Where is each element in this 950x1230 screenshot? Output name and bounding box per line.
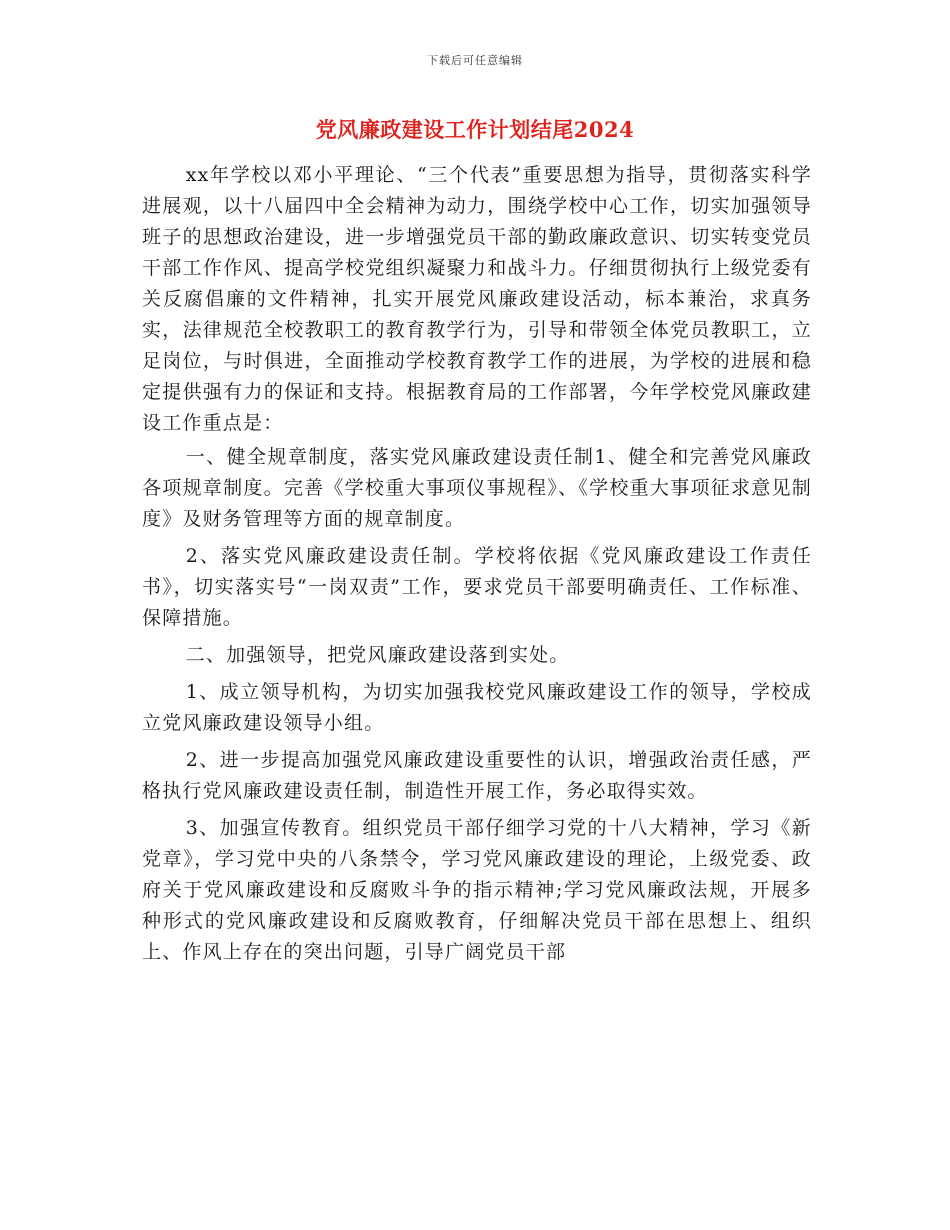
- header-note: 下载后可任意编辑: [427, 54, 523, 67]
- document-body: [142, 160, 812, 974]
- paragraph: 3、加强宣传教育。组织党员干部仔细学习党的十八大精神，学习《新党章》，学习党中央的八条禁令，学习党风廉政建设的理论，上级党委、政府关于党风廉政建设和反腐败斗争的指示精神;学习党风廉政法规，开展多种形式的党风廉政建设和反腐败教育，仔细解决党员干部在思想上、组织上、作风上存在的突出问题，引导广阔党员干部: [142, 817, 812, 963]
- paragraph: 2、进一步提高加强党风廉政建设重要性的认识，增强政治责任感，严格执行党风廉政建设责任制，制造性开展工作，务必取得实效。: [142, 749, 812, 802]
- paragraph: xx年学校以邓小平理论、“三个代表”重要思想为指导，贯彻落实科学进展观，以十八届四中全会精神为动力，围绕学校中心工作，切实加强领导班子的思想政治建设，进一步增强党员干部的勤政廉政意识、切实转变党员干部工作作风、提高学校党组织凝聚力和战斗力。仔细贯彻执行上级党委有关反腐倡廉的文件精神，扎实开展党风廉政建设活动，标本兼治，求真务实，法律规范全校教职工的教育教学行为，引导和带领全体党员教职工，立足岗位，与时俱进，全面推动学校教育教学工作的进展，为学校的进展和稳定提供强有力的保证和支持。根据教育局的工作部署，今年学校党风廉政建设工作重点是：: [142, 164, 812, 434]
- paragraph: 2、落实党风廉政建设责任制。学校将依据《党风廉政建设工作责任书》，切实落实号“一岗双责”工作，要求党员干部要明确责任、工作标准、保障措施。: [142, 545, 812, 629]
- document-title: 党风廉政建设工作计划结尾2024: [315, 117, 635, 142]
- paragraph: 1、成立领导机构，为切实加强我校党风廉政建设工作的领导，学校成立党风廉政建设领导小组。: [142, 681, 812, 734]
- paragraph: 二、加强领导，把党风廉政建设落到实处。: [185, 644, 570, 666]
- paragraph: 一、健全规章制度，落实党风廉政建设责任制1、健全和完善党风廉政各项规章制度。完善《学校重大事项仪事规程》、《学校重大事项征求意见制度》及财务管理等方面的规章制度。: [142, 446, 812, 530]
